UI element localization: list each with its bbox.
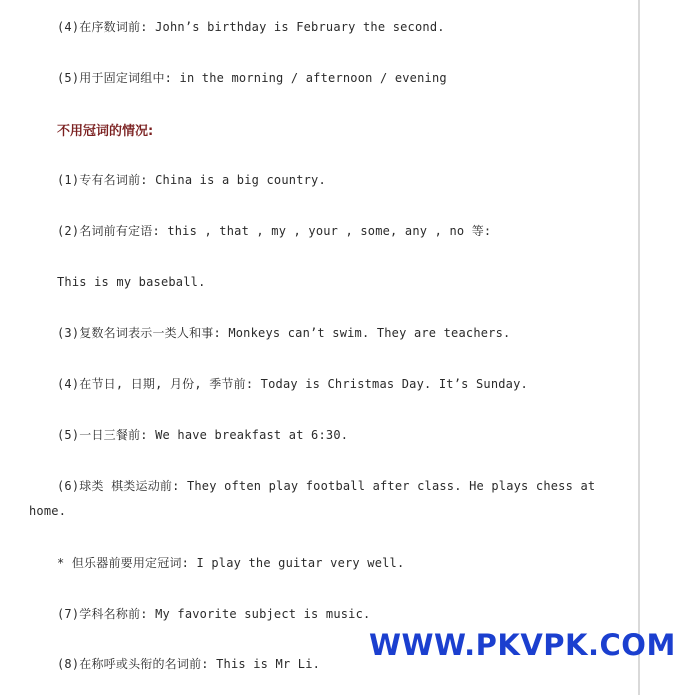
page-edge-divider bbox=[638, 0, 640, 695]
rule-titles: (8)在称呼或头衔的名词前: This is Mr Li. bbox=[57, 657, 321, 671]
rule-plural-nouns: (3)复数名词表示一类人和事: Monkeys can’t swim. They are teachers. bbox=[57, 326, 511, 340]
rule-ordinal-numbers: (4)在序数词前: John’s birthday is February the second. bbox=[57, 20, 445, 34]
rule-sports-games: (6)球类 棋类运动前: They often play football after class. He plays chess at bbox=[57, 479, 596, 493]
example-baseball: This is my baseball. bbox=[57, 275, 206, 289]
watermark-logo: WWW.PKVPK.COM bbox=[369, 628, 676, 662]
rule-proper-nouns: (1)专有名词前: China is a big country. bbox=[57, 173, 326, 187]
rule-meals: (5)一日三餐前: We have breakfast at 6:30. bbox=[57, 428, 349, 442]
rule-determiners: (2)名词前有定语: this , that , my , your , some, any , no 等: bbox=[57, 224, 492, 238]
section-heading-no-article: 不用冠词的情况: bbox=[57, 124, 154, 139]
rule-fixed-phrases: (5)用于固定词组中: in the morning / afternoon / evening bbox=[57, 71, 447, 85]
rule-school-subjects: (7)学科名称前: My favorite subject is music. bbox=[57, 607, 371, 621]
rule-holidays-dates: (4)在节日, 日期, 月份, 季节前: Today is Christmas Day. It’s Sunday. bbox=[57, 377, 528, 391]
note-instruments: * 但乐器前要用定冠词: I play the guitar very well. bbox=[57, 556, 405, 570]
rule-sports-games-continued: home. bbox=[29, 504, 67, 518]
